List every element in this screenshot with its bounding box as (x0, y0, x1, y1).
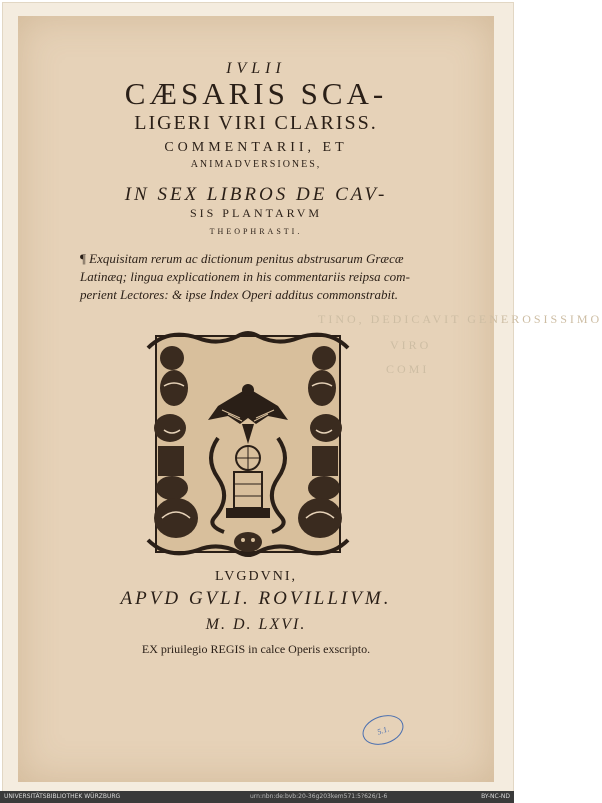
bleedthrough-line-3: COMI (386, 362, 430, 376)
library-stamp (359, 710, 408, 750)
paragraph-line-2: Latinæq; lingua explicationem in his commentariis reipsa com- (80, 269, 410, 284)
footer-urn[interactable]: urn:nbn:de:bvb:20-36g203kem571:5?626/1-6 (250, 793, 388, 800)
imprint-printer: APVD GVLI. ROVILLIVM. (120, 588, 392, 609)
footer-library-name: UNIVERSITÄTSBIBLIOTHEK WÜRZBURG (4, 793, 121, 800)
theophrastus-line: THEOPHRASTI. (209, 227, 303, 236)
author-name: CÆSARIS SCA- (124, 76, 388, 111)
author-name-cont: LIGERI VIRI CLARISS. (134, 112, 378, 134)
bleedthrough-line-1: TINO, DEDICAVIT GENEROSISSIMO (318, 312, 602, 326)
author-first-name: IVLII (226, 60, 286, 77)
paragraph-text-1: Exquisitam rerum ac dictionum penitus abstrusarum Græcæ (89, 251, 404, 266)
work-title-cont: ANIMADVERSIONES, (190, 159, 322, 170)
imprint-place: LVGDVNI, (215, 569, 297, 584)
subject-line: IN SEX LIBROS DE CAV- (124, 184, 388, 205)
bleedthrough-line-2: VIRO (390, 338, 432, 352)
imprint-privilege: EX priuilegio REGIS in calce Operis exscripto. (141, 642, 371, 656)
pilcrow-mark: ¶ (80, 251, 86, 266)
footer-bar (0, 791, 514, 803)
footer-license[interactable]: BY-NC-ND (481, 793, 510, 800)
paragraph-line-3: perient Lectores: & ipse Index Operi additus commonstrabit. (80, 287, 398, 302)
paragraph-line-1 (80, 250, 440, 268)
subject-line-cont: SIS PLANTARVM (189, 206, 323, 220)
imprint-year: M. D. LXVI. (205, 616, 307, 633)
title-page (18, 16, 602, 782)
description-paragraph (80, 250, 440, 304)
work-title: COMMENTARII, ET (164, 140, 348, 155)
printers-device-woodcut (148, 328, 348, 560)
stamp-text: 5.1. (375, 723, 391, 737)
